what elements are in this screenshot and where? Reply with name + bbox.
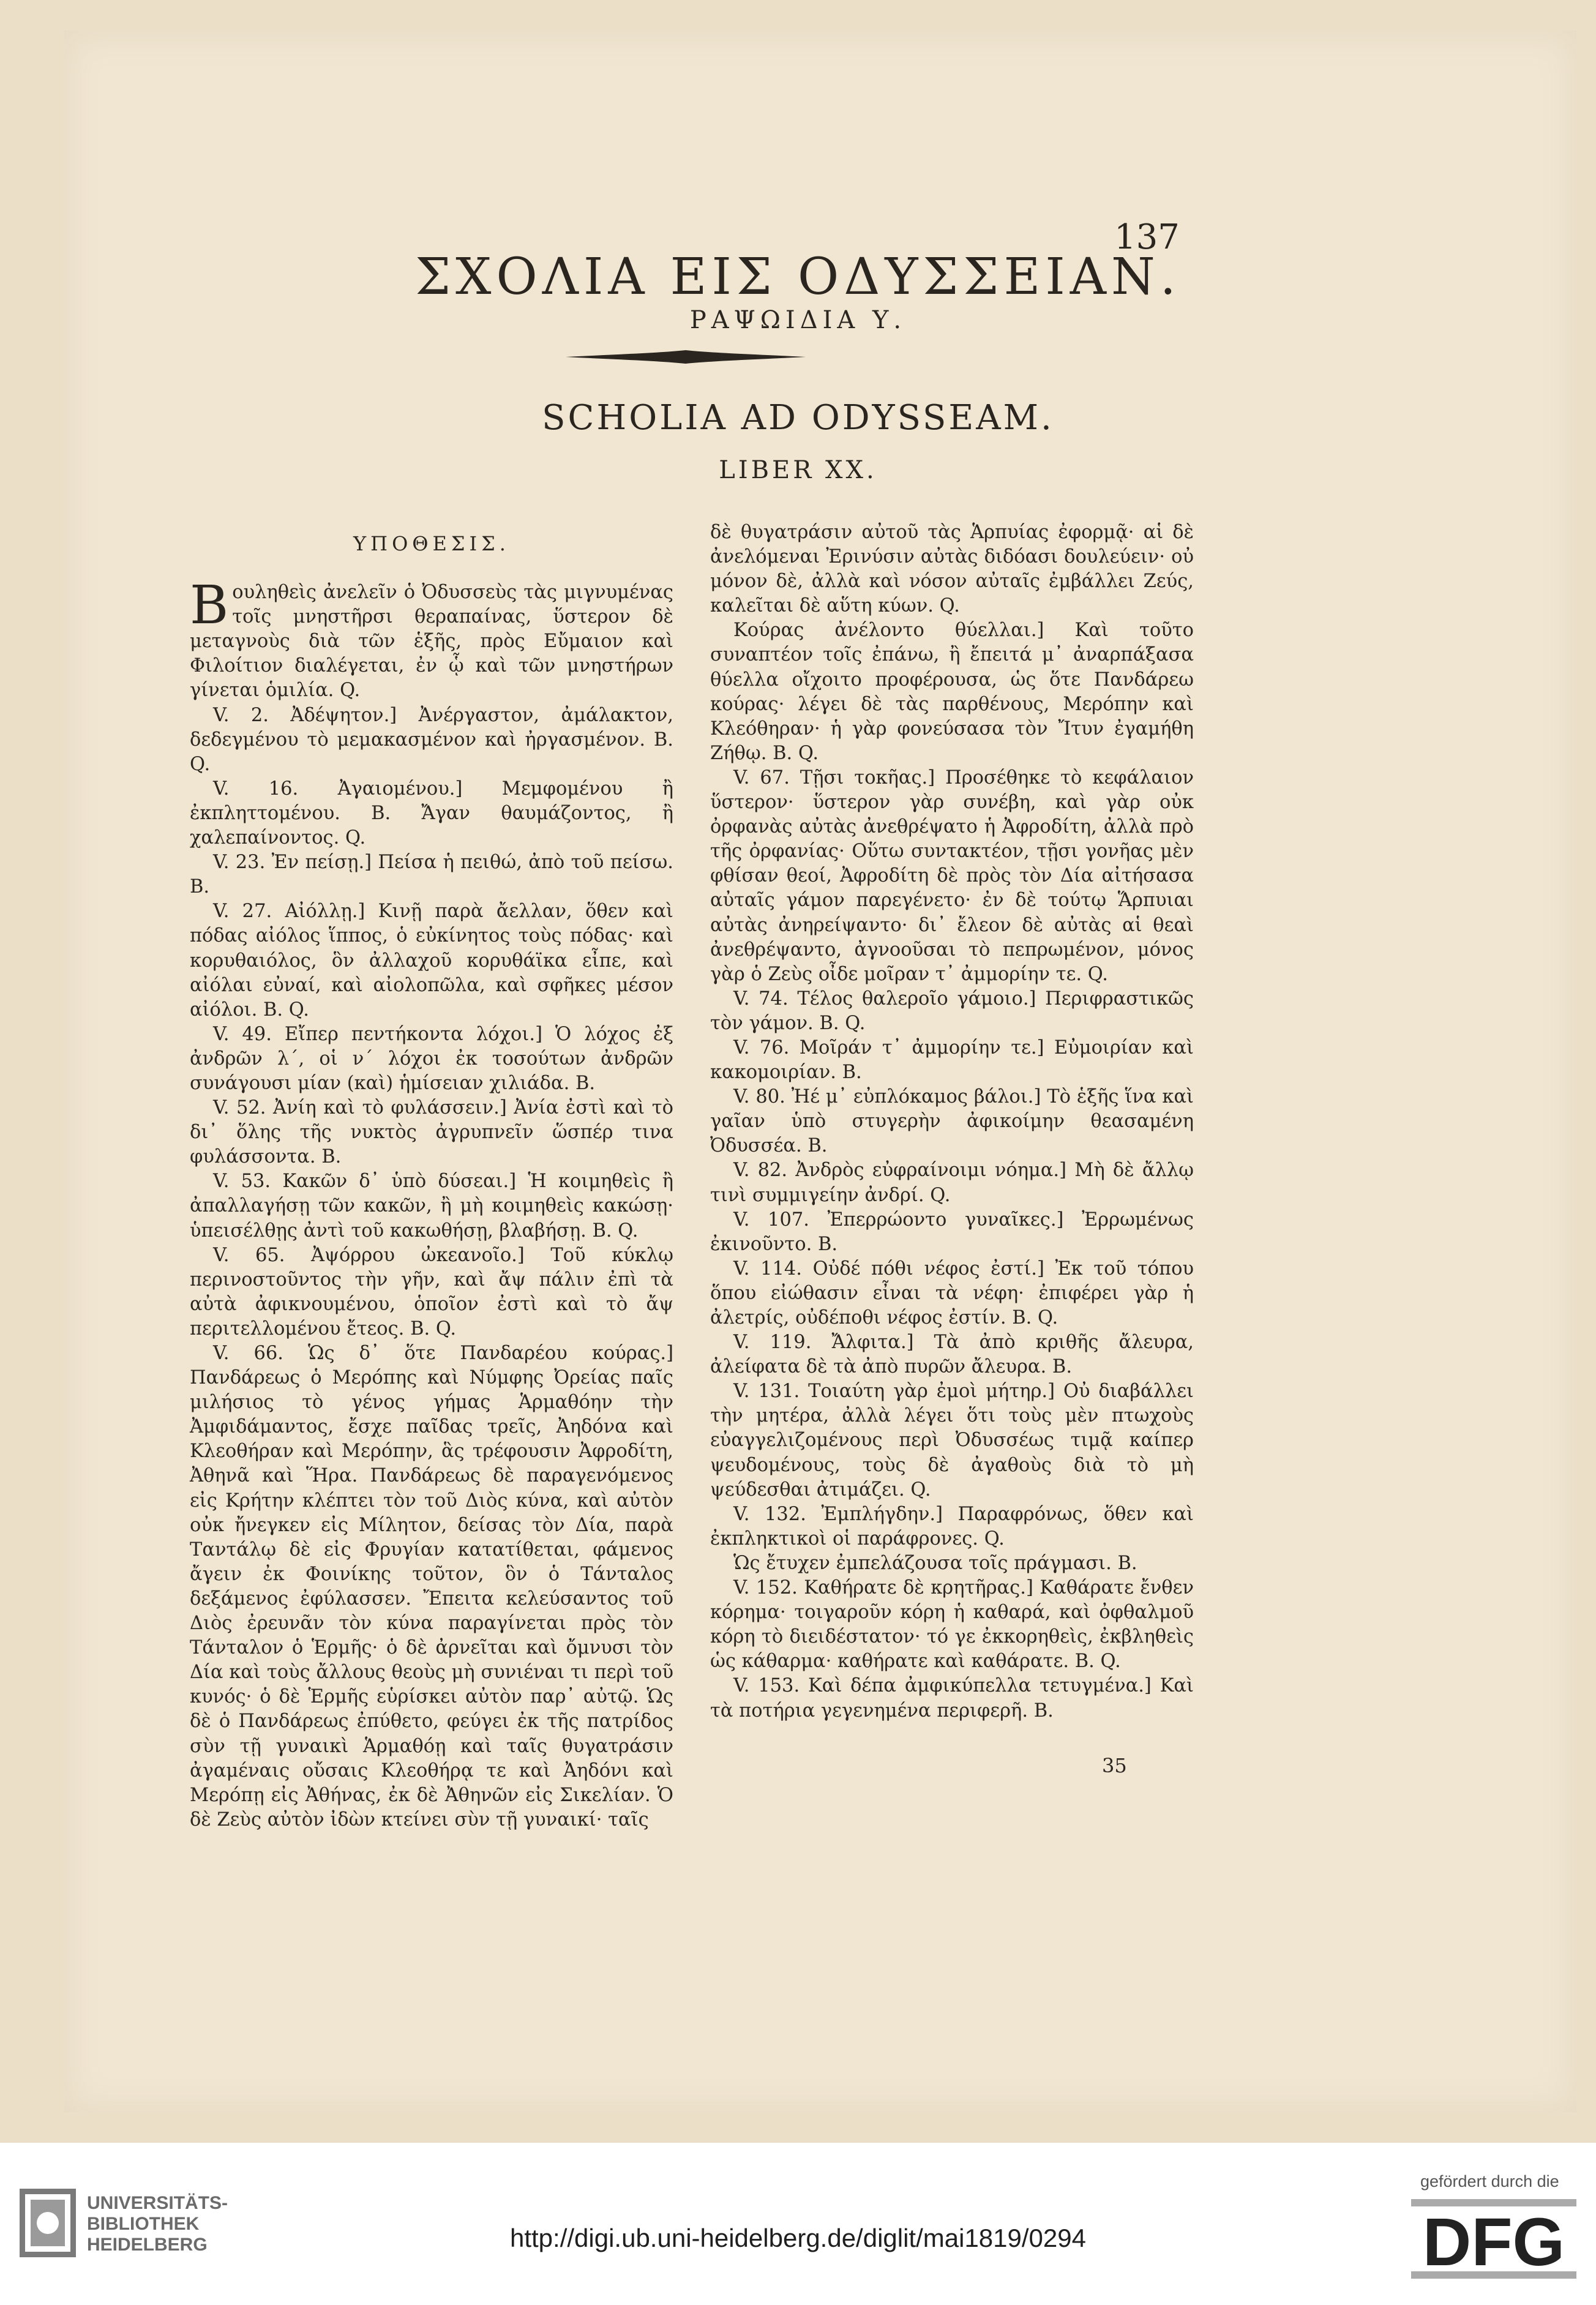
scholion: V. 132. Ἐμπλήγδην.] Παραφρόνως, ὅθεν καὶ ἐκπληκτικοὶ οἱ παράφρονες. Q. [710, 1503, 1194, 1550]
scholion: V. 53. Κακῶν δ᾽ ὑπὸ δύσεαι.] Ἡ κοιμηθεὶς ἢ ἀπαλλαγήσῃ τῶν κακῶν, ἢ μὴ κοιμηθεὶς κακώσῃ· ὑπεισέλθῃς ἀντὶ τοῦ κακωθήσῃ, βλαβήσῃ. B. Q. [190, 1171, 673, 1242]
scholion: V. 52. Ἀνίη καὶ τὸ φυλάσσειν.] Ἀνία ἐστὶ καὶ τὸ δι᾽ ὅλης τῆς νυκτὸς ἀγρυπνεῖν ὥσπέρ τινα φυλάσσοντα. B. [190, 1097, 673, 1168]
scholion: V. 74. Τέλος θαλεροῖο γάμοιο.] Περιφραστικῶς τὸν γάμον. B. Q. [710, 988, 1194, 1034]
opening-text: ουληθεὶς ἀνελεῖν ὁ Ὀδυσσεὺς τὰς μιγνυμένας τοῖς μνηστῆρσι θεραπαίνας, ὕστερον δὲ μεταγνοὺς διὰ τῶν ἑξῆς, πρὸς Εὔμαιον καὶ Φιλοίτιον διαλέγεται, ἐν ᾧ καὶ τῶν μνηστήρων γίνεται ὁμιλία. Q. [190, 582, 673, 702]
scholion: V. 153. Καὶ δέπα ἀμφικύπελλα τετυγμένα.] Καὶ τὰ ποτήρια γεγενημένα περιφερῆ. B. [710, 1675, 1194, 1722]
scholion: V. 66. Ὡς δ᾽ ὅτε Πανδαρέου κούρας.] Πανδάρεως ὁ Μερόπης καὶ Νύμφης Ὀρείας παῖς μιλήσιος τὸ γένος γήμας Ἁρμαθόην τὴν Ἀμφιδάμαντος, ἔσχε παῖδας τρεῖς, Ἀηδόνα καὶ Κλεοθήραν καὶ Μερόπην, ἃς τρέφουσιν Ἀφροδίτη, Ἀθηνᾶ καὶ Ἥρα. Πανδάρεως δὲ παραγενόμενος εἰς Κρήτην κλέπτει τὸν τοῦ Διὸς κύνα, καὶ αὐτὸν οὐκ ἤνεγκεν εἰς Μίλητον, δείσας τὸν Δία, παρὰ Ταντάλῳ δὲ εἰς Φρυγίαν κατατίθεται, φάμενος ἄγειν ἐκ Φοινίκης τοῦτον, ὃν ὁ Τάνταλος δεξάμενος ἐφύλασσεν. Ἔπειτα κελεύσαντος τοῦ Διὸς ἐρευνᾶν τὸν κύνα παραγίνεται πρὸς τὸν Τάνταλον ὁ Ἑρμῆς· ὁ δὲ ἀρνεῖται καὶ ὄμνυσι τὸν Δία καὶ τοὺς ἄλλους θεοὺς μὴ συνιέναι τι περὶ τοῦ κυνός· ὁ δὲ Ἑρμῆς εὑρίσκει αὐτὸν παρ᾽ αὐτῷ. Ὡς δὲ ὁ Πανδάρεως ἐπύθετο, φεύγει ἐκ τῆς πατρίδος σὺν τῇ γυναικὶ Ἁρμαθόῃ καὶ ταῖς θυγατράσιν ἀγαμέναις οὔσαις Κλεοθήρᾳ τε καὶ Ἀηδόνι καὶ Μερόπῃ εἰς Ἀθήνας, ἐκ δὲ Ἀθηνῶν εἰς Σικελίαν. Ὁ δὲ Ζεὺς αὐτὸν ἰδὼν κτείνει σὺν τῇ γυναικί· ταῖς [190, 1343, 673, 1831]
scholion: V. 76. Μοῖράν τ᾽ ἀμμορίην τε.] Εὐμοιρίαν καὶ κακομοιρίαν. B. [710, 1036, 1194, 1084]
opening-paragraph [190, 575, 673, 703]
funding-label: gefördert durch die [1420, 2172, 1559, 2191]
scholion: V. 131. Τοιαύτη γὰρ ἐμοὶ μήτηρ.] Οὐ διαβάλλει τὴν μητέρα, ἀλλὰ λέγει ὅτι τοὺς μὲν πτωχοὺς εὐαγγελιζομένους περὶ Ὀδυσσέως τιμᾷ καίπερ ψευδομένους, τοὺς δὲ ἀγαθοὺς διὰ τὸ μὴ ψεύδεσθαι ἀτιμάζει. Q. [710, 1381, 1194, 1501]
scholion: V. 27. Αἰόλλῃ.] Κινῇ παρὰ ἄελλαν, ὅθεν καὶ πόδας αἰόλος ἵππος, ὁ εὐκίνητος τοὺς πόδας· καὶ κορυθαιόλος, ὃν ἀλλαχοῦ κορυθάϊκα εἶπε, καὶ αἰόλαι εὐναί, καὶ αἰολοπῶλα, καὶ σφῆκες μέσον αἰόλοι. B. Q. [190, 901, 673, 1021]
scholion: Ὡς ἔτυχεν ἐμπελάζουσα τοῖς πράγμασι. B. [733, 1552, 1137, 1574]
scholion: V. 80. Ἠέ μ᾽ εὐπλόκαμος βάλοι.] Τὸ ἑξῆς ἵνα καὶ γαῖαν ὑπὸ στυγερὴν ἀφικοίμην θεασαμένη Ὀδυσσέα. B. [710, 1086, 1194, 1157]
university-name: UNIVERSITÄTS- BIBLIOTHEK HEIDELBERG [87, 2193, 228, 2255]
signature-mark: 35 [1102, 1754, 1127, 1777]
scholion: V. 107. Ἐπερρώοντο γυναῖκες.] Ἐρρωμένως ἐκινοῦντο. B. [710, 1209, 1194, 1255]
dfg-logo [1411, 2199, 1576, 2279]
greek-title: ΣΧΟΛΙΑ ΕΙΣ ΟΔΥΣΣΕΙΑΝ. [415, 248, 1181, 306]
left-column [190, 520, 673, 1832]
scholion: V. 49. Εἴπερ πεντήκοντα λόχοι.] Ὁ λόχος ἐξ ἀνδρῶν λ΄, οἱ ν΄ λόχοι ἐκ τοσούτων ἀνδρῶν συνάγουσι μίαν (καὶ) ἡμίσειαν χιλιάδα. B. [190, 1023, 673, 1094]
scholion-continued: δὲ θυγατράσιν αὐτοῦ τὰς Ἁρπυίας ἐφορμᾷ· αἱ δὲ ἀνελόμεναι Ἐρινύσιν αὐτὰς διδόασι δουλεύειν· οὐ μόνον δὲ, ἀλλὰ καὶ νόσον αὐταῖς ἐμβάλλει Ζεύς, καλεῖται δὲ αὕτη κύων. Q. [710, 522, 1194, 617]
scholion: V. 65. Ἀψόρρου ὠκεανοῖο.] Τοῦ κύκλῳ περινοστοῦντος τὴν γῆν, καὶ ἄψ πάλιν ἐπὶ τὰ αὐτὰ ἀφικνουμένου, ὁποῖον ἐστὶ καὶ τὸ ἄψ περιτελλομένου ἔτεος. B. Q. [190, 1244, 673, 1340]
scholion: V. 114. Οὐδέ πόθι νέφος ἐστί.] Ἐκ τοῦ τόπου ὅπου εἰώθασιν εἶναι τὰ νέφη· ἐπιφέρει γὰρ ἡ ἀλετρίς, οὐδέποθι νέφος ἐστίν. B. Q. [710, 1257, 1194, 1329]
scholion: V. 67. Τῇσι τοκῆας.] Προσέθηκε τὸ κεφάλαιον ὕστερον· ὕστερον γὰρ συνέβη, καὶ γὰρ οὐκ ὀρφανὰς αὐτὰς ἀνεθρέψατο ἡ Ἀφροδίτη, ἀλλὰ πρὸ τῆς ὀρφανίας· Οὕτω συντακτέον, τῇσι γονῆας μὲν φθίσαν θεοί, Ἀφροδίτη δὲ πρὸς τὸν Δία αἰτήσασα αὐταῖς γάμον παρεγένετο· ἐν δὲ τούτῳ Ἅρπυιαι αὐτὰς ἀνηρείψαντο· δι᾽ ἔλεον δὲ αὐτὰς αἱ θεαὶ ἀνεθρέψαντο, ἀγνοοῦσαι τὸ πεπρωμένον, μόνος γὰρ ὁ Ζεὺς οἶδε μοῖραν τ᾽ ἀμμορίην τε. Q. [710, 766, 1194, 985]
svg-text:DFG: DFG [1422, 2205, 1565, 2279]
hypothesis-heading: ΥΠΟΘΕΣΙΣ. [353, 532, 510, 555]
scholion: V. 23. Ἐν πείσῃ.] Πείσα ἡ πειθώ, ἀπὸ τοῦ πείσω. B. [190, 852, 673, 898]
scholion: Κούρας ἀνέλοντο θύελλαι.] Καὶ τοῦτο συναπτέον τοῖς ἐπάνω, ἢ ἔπειτά μ᾽ ἀναρπάξασα θύελλα οἴχοιτο προφέρουσα, ὡς ὅτε Πανδάρεω κούρας· λέγει δὲ τὰς παρθένους, Μερόπην καὶ Κλεόθηραν· ἡ γὰρ φονεύσασα τὸν Ἴτυν ἐγαμήθη Ζήθῳ. B. Q. [710, 620, 1194, 764]
page-number: 137 [1114, 217, 1180, 257]
drop-capital: Β [190, 575, 229, 637]
latin-subtitle: LIBER XX. [719, 456, 877, 484]
scholion: V. 119. Ἄλφιτα.] Τὰ ἀπὸ κριθῆς ἄλευρα, ἀλείφατα δὲ τὰ ἀπὸ πυρῶν ἄλευρα. B. [710, 1332, 1194, 1378]
scholion: V. 82. Ἀνδρὸς εὐφραίνοιμι νόημα.] Μὴ δὲ ἄλλῳ τινὶ συμμιγείην ἀνδρί. Q. [710, 1160, 1194, 1206]
scholion: V. 2. Ἀδέψητον.] Ἀνέργαστον, ἀμάλακτον, δεδεγμένου τὸ μεμακασμένον καὶ ἠργασμένον. B. Q. [190, 704, 673, 775]
latin-title: SCHOLIA AD ODYSSEAM. [542, 398, 1054, 438]
right-column [710, 520, 1194, 1723]
ornament-rule [563, 348, 808, 366]
scholion: V. 152. Καθήρατε δὲ κρητῆρας.] Καθάρατε ἔνθεν κόρημα· τοιγαροῦν κόρη ἡ καθαρά, καὶ ὀφθαλμοῦ κόρη τὸ διειδέστατον· τό γε ἐκκορηθεὶς, ἐκβληθεὶς ὡς κάθαρμα· καθήρατε καὶ καθάρατε. B. Q. [710, 1577, 1194, 1673]
permalink-url[interactable]: http://digi.ub.uni-heidelberg.de/diglit/mai1819/0294 [509, 2224, 1086, 2252]
greek-subtitle: ΡΑΨΩΙΔΙΑ Υ. [689, 306, 907, 334]
digitization-footer [0, 2143, 1596, 2305]
scholion: V. 16. Ἀγαιομένου.] Μεμφομένου ἢ ἐκπληττομένου. B. Ἄγαν θαυμάζοντος, ἢ χαλεπαίνοντος. Q. [190, 778, 673, 849]
